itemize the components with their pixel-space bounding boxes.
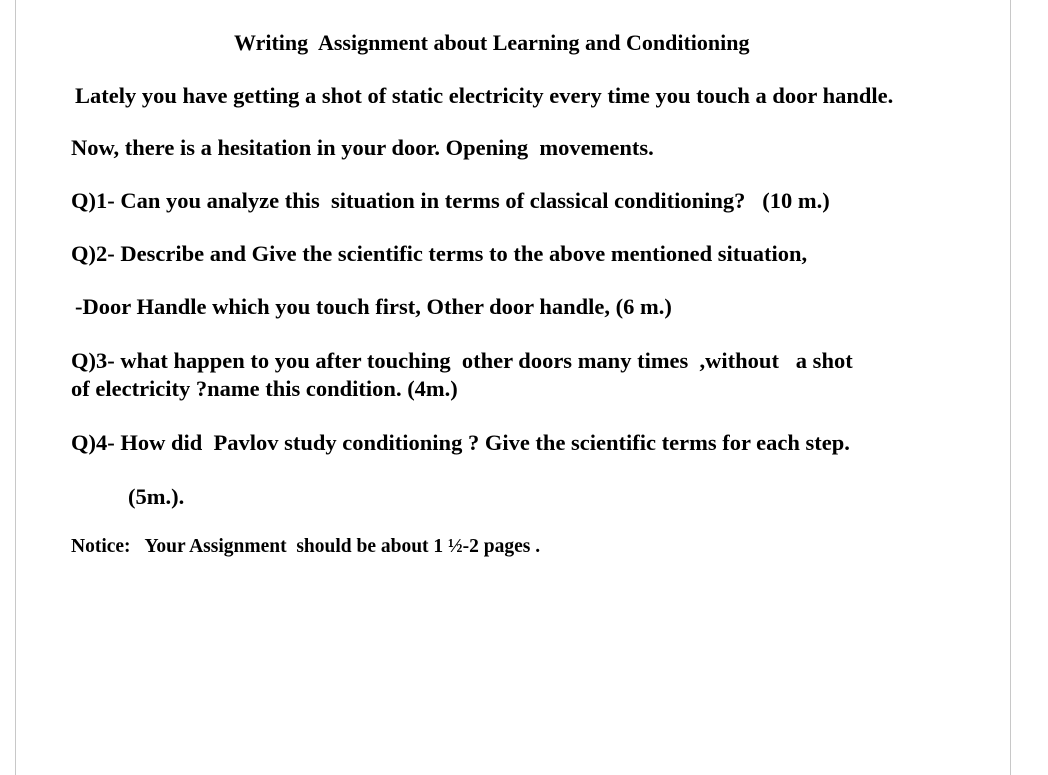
question-2: Q)2- Describe and Give the scientific terms to the above mentioned situation, <box>71 241 808 266</box>
intro-line-1: Lately you have getting a shot of static electricity every time you touch a door handle. <box>75 83 894 108</box>
page-title: Writing Assignment about Learning and Conditioning <box>234 30 750 55</box>
document-page <box>15 0 1011 775</box>
intro-line-2: Now, there is a hesitation in your door. Opening movements. <box>71 135 654 160</box>
question-3-line-2: of electricity ?name this condition. (4m.) <box>71 376 458 401</box>
notice-text: Notice: Your Assignment should be about 1 ½-2 pages . <box>71 536 541 557</box>
question-1: Q)1- Can you analyze this situation in terms of classical conditioning? (10 m.) <box>71 188 830 213</box>
question-4-marks: (5m.). <box>128 484 185 509</box>
question-4: Q)4- How did Pavlov study conditioning ? Give the scientific terms for each step. <box>71 430 850 455</box>
question-3-line-1: Q)3- what happen to you after touching other doors many times ,without a shot <box>71 348 853 373</box>
question-2-subline: -Door Handle which you touch first, Other door handle, (6 m.) <box>75 294 672 319</box>
